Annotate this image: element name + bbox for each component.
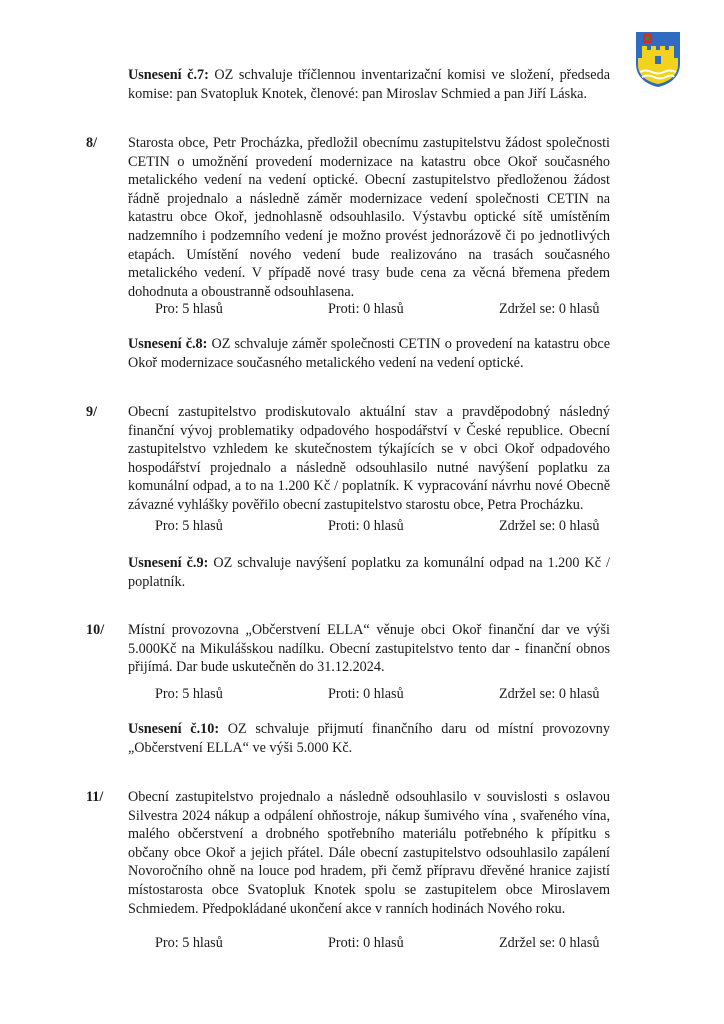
resolution-8 [128,335,610,372]
vote-pro: Pro: 5 hlasů [155,935,223,951]
item-number-8: 8/ [86,135,98,151]
resolution-9 [128,554,610,591]
vote-proti: Proti: 0 hlasů [328,518,404,534]
vote-pro: Pro: 5 hlasů [155,686,223,702]
municipal-crest-logo [634,30,682,88]
item-8-text: Starosta obce, Petr Procházka, předložil obecnímu zastupitelstvu žádost společnosti CETIN o umožnění provedení modernizace na katastru obce Okoř současného metalického vedení na vedení optické. Obecní zastupitelstvo předloženou žádost řádně projednalo a následně záměr modernizace vedení společnosti CETIN na katastru obce Okoř, jednohlasně odsouhlasilo. Výstavbu optické sítě umístěním nadzemního i podzemního vedení je možno provést jednorázově či po jednotlivých etapách. Umístění nového vedení bude realizováno na trasách současného metalického vedení. V případě nové trasy bude cena za věcná břemena předem dohodnuta a oboustranně odsouhlasena. [128,135,610,300]
vote-pro: Pro: 5 hlasů [155,518,223,534]
vote-proti: Proti: 0 hlasů [328,301,404,317]
resolution-label: Usnesení č.7: [128,67,209,83]
resolution-text: OZ schvaluje tříčlennou inventarizační komisi ve složení, předseda komise: pan Svatopluk Knotek, členové: pan Miroslav Schmied a pan Jiří Láska. [128,67,610,102]
item-number-10: 10/ [86,622,105,638]
resolution-label: Usnesení č.9: [128,555,209,571]
vote-proti: Proti: 0 hlasů [328,935,404,951]
vote-pro: Pro: 5 hlasů [155,301,223,317]
vote-abstain: Zdržel se: 0 hlasů [499,686,600,702]
resolution-text: OZ schvaluje záměr společnosti CETIN o provedení na katastru obce Okoř modernizace současného metalického vedení na vedení optické. [128,336,610,371]
item-11-text: Obecní zastupitelstvo projednalo a následně odsouhlasilo v souvislosti s oslavou Silvestra 2024 nákup a odpálení ohňostroje, nákup šumivého vína , svařeného vína, malého občerstvení a drobného spotřebního materiálu potřebného k přípitku s občany obce Okoř a jejich přátel. Dále obecní zastupitelstvo odsouhlasilo zapálení Novoročního ohně na louce pod hradem, při čemž přípravu dřevěné hranice zajistí místostarosta obce Svatopluk Knotek spolu se zastupitelem obce Miroslavem Schmiedem. Předpokládané ukončení akce v ranních hodinách Nového roku. [128,789,610,917]
item-number-11: 11/ [86,789,104,805]
resolution-label: Usnesení č.8: [128,336,208,352]
resolution-text: OZ schvaluje přijmutí finančního daru od místní provozovny „Občerstvení ELLA“ ve výši 5.000 Kč. [128,721,610,756]
vote-abstain: Zdržel se: 0 hlasů [499,935,600,951]
vote-8 [0,300,724,320]
vote-9 [0,517,724,537]
item-10-text: Místní provozovna „Občerstvení ELLA“ věnuje obci Okoř finanční dar ve výši 5.000Kč na Mikulášskou nadílku. Obecní zastupitelstvo tento dar - finanční obnos přijímá. Dar bude uskutečněn do 31.12.2024. [128,622,610,676]
resolution-text: OZ schvaluje navýšení poplatku za komunální odpad na 1.200 Kč / poplatník. [128,555,610,590]
item-9-text: Obecní zastupitelstvo prodiskutovalo aktuální stav a pravděpodobný následný finanční vývoj problematiky odpadového hospodářství v České republice. Obecní zastupitelstvo vzhledem ke skutečnostem týkajících se v obci Okoř odpadového hospodářství projednalo a následně odsouhlasilo nutné navýšení poplatku za komunální odpad, a to na 1.200 Kč / poplatník. K vypracování návrhu nové Obecně závazné vyhlášky pověřilo obecní zastupitelstvo starostu obce, Petra Procházku. [128,404,610,513]
vote-abstain: Zdržel se: 0 hlasů [499,301,600,317]
vote-11 [0,934,724,954]
resolution-7 [128,66,610,103]
vote-proti: Proti: 0 hlasů [328,686,404,702]
resolution-label: Usnesení č.10: [128,721,220,737]
resolution-10 [128,720,610,757]
vote-abstain: Zdržel se: 0 hlasů [499,518,600,534]
item-number-9: 9/ [86,404,98,420]
vote-10 [0,685,724,705]
